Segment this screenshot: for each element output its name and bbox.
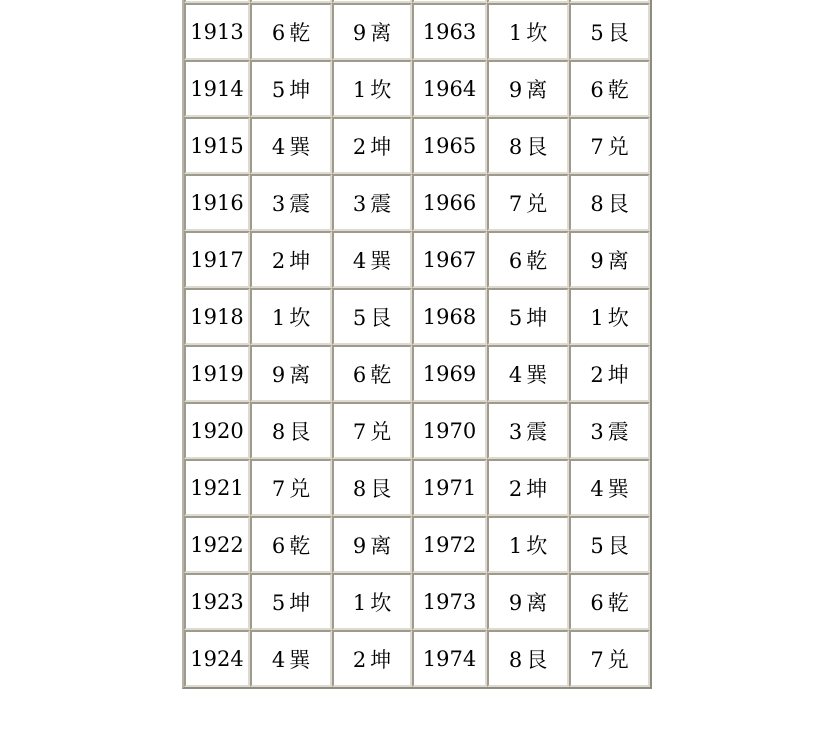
gua-b2-number: 2: [590, 362, 604, 387]
gua-cell-b2: [569, 174, 650, 231]
gua-b1-trigram: 坤: [526, 305, 548, 330]
gua-a2-number: 7: [352, 419, 367, 444]
year-cell-a: [184, 231, 250, 288]
gua-b1-number: 9: [508, 590, 523, 615]
year-cell-a: [184, 288, 250, 345]
year-cell-b: [412, 174, 487, 231]
gua-cell-b2: [569, 402, 650, 459]
gua-cell-b2: [569, 459, 650, 516]
gua-b1-trigram: 离: [526, 77, 548, 102]
table-row: [184, 345, 650, 402]
gua-cell-b2: [569, 345, 650, 402]
gua-cell-b2: [569, 60, 650, 117]
gua-a1-trigram: 艮: [289, 419, 311, 444]
gua-cell-b1: [487, 402, 569, 459]
gua-b1-number: 1: [508, 533, 523, 558]
gua-a1-trigram: 震: [289, 191, 311, 216]
table-row: [184, 60, 650, 117]
year-cell-b: [412, 3, 487, 60]
gua-a2-number: 9: [352, 533, 367, 558]
gua-b1-number: 3: [508, 419, 523, 444]
gua-b2-number: 6: [590, 77, 604, 102]
year-b: 1969: [422, 361, 477, 386]
gua-b1-number: 9: [508, 77, 523, 102]
gua-cell-b1: [487, 174, 569, 231]
gua-a1-number: 6: [271, 20, 286, 45]
year-b: 1963: [422, 19, 477, 44]
year-cell-b: [412, 60, 487, 117]
year-cell-a: [184, 345, 250, 402]
gua-b1-trigram: 艮: [526, 134, 548, 159]
gua-cell-a1: [250, 402, 332, 459]
gua-cell-a1: [250, 288, 332, 345]
table-row: [184, 117, 650, 174]
year-a: 1916: [190, 190, 244, 215]
gua-cell-b2: [569, 516, 650, 573]
gua-a1-number: 4: [271, 647, 286, 672]
gua-cell-b1: [487, 231, 569, 288]
gua-cell-a1: [250, 3, 332, 60]
year-cell-a: [184, 3, 250, 60]
gua-b1-number: 1: [508, 20, 523, 45]
gua-a1-trigram: 乾: [289, 20, 311, 45]
table-row: [184, 630, 650, 687]
gua-cell-b1: [487, 459, 569, 516]
gua-a1-number: 7: [271, 476, 286, 501]
table-row: [184, 516, 650, 573]
table-row: [184, 174, 650, 231]
gua-cell-b1: [487, 288, 569, 345]
year-cell-b: [412, 231, 487, 288]
year-b: 1974: [422, 646, 477, 671]
year-cell-a: [184, 459, 250, 516]
year-a: 1915: [190, 133, 244, 158]
gua-cell-a1: [250, 60, 332, 117]
gua-cell-a1: [250, 630, 332, 687]
gua-a2-number: 4: [352, 248, 367, 273]
gua-cell-b2: [569, 231, 650, 288]
table-row: [184, 459, 650, 516]
table-row: [184, 3, 650, 60]
gua-b1-trigram: 乾: [526, 248, 548, 273]
year-cell-b: [412, 630, 487, 687]
gua-a2-number: 1: [352, 590, 367, 615]
gua-cell-b1: [487, 573, 569, 630]
gua-cell-a1: [250, 345, 332, 402]
year-cell-b: [412, 345, 487, 402]
gua-cell-b1: [487, 117, 569, 174]
gua-a2-trigram: 乾: [370, 362, 392, 387]
table-row: [184, 288, 650, 345]
gua-a1-trigram: 坤: [289, 590, 311, 615]
gua-cell-a1: [250, 231, 332, 288]
gua-a1-number: 6: [271, 533, 286, 558]
year-b: 1965: [422, 133, 477, 158]
gua-a2-trigram: 坤: [370, 647, 392, 672]
gua-a1-trigram: 坎: [289, 305, 311, 330]
year-b: 1966: [422, 190, 477, 215]
gua-cell-a1: [250, 516, 332, 573]
gua-b2-trigram: 震: [607, 419, 629, 444]
gua-a1-trigram: 坤: [289, 77, 311, 102]
gua-b1-trigram: 离: [526, 590, 548, 615]
gua-a1-number: 4: [271, 134, 286, 159]
gua-a1-number: 1: [271, 305, 286, 330]
gua-a2-number: 9: [352, 20, 367, 45]
year-a: 1920: [190, 418, 244, 443]
gua-b1-number: 4: [508, 362, 523, 387]
year-cell-b: [412, 117, 487, 174]
gua-b2-trigram: 兑: [607, 134, 629, 159]
gua-cell-a2: [332, 516, 412, 573]
gua-b1-trigram: 坎: [526, 20, 548, 45]
gua-b1-number: 7: [508, 191, 523, 216]
table-body: [184, 0, 650, 687]
gua-a2-number: 1: [352, 77, 367, 102]
gua-cell-b1: [487, 60, 569, 117]
gua-cell-b1: [487, 630, 569, 687]
gua-cell-a2: [332, 60, 412, 117]
gua-b2-number: 8: [590, 191, 604, 216]
gua-cell-b1: [487, 345, 569, 402]
gua-cell-a1: [250, 174, 332, 231]
gua-cell-b1: [487, 3, 569, 60]
gua-cell-a1: [250, 117, 332, 174]
gua-b2-trigram: 坤: [607, 362, 629, 387]
gua-a1-number: 2: [271, 248, 286, 273]
gua-b2-trigram: 乾: [607, 590, 629, 615]
year-cell-b: [412, 459, 487, 516]
gua-cell-b2: [569, 573, 650, 630]
gua-b2-trigram: 艮: [607, 20, 629, 45]
gua-b1-number: 2: [508, 476, 523, 501]
gua-b2-number: 5: [590, 533, 604, 558]
gua-a1-trigram: 兑: [289, 476, 311, 501]
year-a: 1913: [190, 19, 244, 44]
gua-cell-a2: [332, 231, 412, 288]
year-b: 1967: [422, 247, 477, 272]
gua-b2-number: 7: [590, 134, 604, 159]
gua-a2-number: 6: [352, 362, 367, 387]
year-a: 1919: [190, 361, 244, 386]
gua-cell-b2: [569, 3, 650, 60]
gua-b1-trigram: 艮: [526, 647, 548, 672]
gua-a1-number: 9: [271, 362, 286, 387]
gua-cell-a2: [332, 174, 412, 231]
gua-a1-number: 8: [271, 419, 286, 444]
gua-b1-trigram: 震: [526, 419, 548, 444]
gua-cell-a1: [250, 459, 332, 516]
year-b: 1971: [422, 475, 477, 500]
gua-b1-trigram: 巽: [526, 362, 548, 387]
gua-cell-b2: [569, 630, 650, 687]
gua-cell-a1: [250, 573, 332, 630]
gua-a2-trigram: 坎: [370, 590, 392, 615]
year-cell-a: [184, 174, 250, 231]
year-b: 1968: [422, 304, 477, 329]
gua-b2-trigram: 坎: [607, 305, 629, 330]
gua-a1-number: 5: [271, 590, 286, 615]
year-a: 1914: [190, 76, 244, 101]
gua-cell-b2: [569, 117, 650, 174]
gua-b2-trigram: 艮: [607, 533, 629, 558]
gua-cell-a2: [332, 117, 412, 174]
gua-year-table: [182, 0, 652, 689]
year-a: 1924: [190, 646, 244, 671]
gua-a1-trigram: 离: [289, 362, 311, 387]
gua-b2-trigram: 巽: [607, 476, 629, 501]
gua-b1-number: 5: [508, 305, 523, 330]
gua-cell-a2: [332, 630, 412, 687]
gua-a1-trigram: 巽: [289, 134, 311, 159]
year-a: 1921: [190, 475, 244, 500]
gua-cell-b1: [487, 516, 569, 573]
gua-a2-trigram: 离: [370, 20, 392, 45]
gua-a2-trigram: 坤: [370, 134, 392, 159]
table-row: [184, 231, 650, 288]
year-cell-b: [412, 573, 487, 630]
year-cell-a: [184, 516, 250, 573]
gua-b1-trigram: 兑: [526, 191, 548, 216]
year-b: 1964: [422, 76, 477, 101]
gua-b2-number: 9: [590, 248, 604, 273]
gua-a1-trigram: 巽: [289, 647, 311, 672]
gua-b2-trigram: 兑: [607, 647, 629, 672]
gua-a2-trigram: 坎: [370, 77, 392, 102]
gua-cell-b2: [569, 288, 650, 345]
gua-cell-a2: [332, 3, 412, 60]
gua-b2-number: 1: [590, 305, 604, 330]
gua-a2-trigram: 兑: [370, 419, 392, 444]
gua-year-table-container: [182, 0, 648, 689]
gua-a1-trigram: 坤: [289, 248, 311, 273]
gua-b2-number: 7: [590, 647, 604, 672]
table-row: [184, 402, 650, 459]
gua-b2-trigram: 离: [607, 248, 629, 273]
gua-cell-a2: [332, 459, 412, 516]
gua-cell-a2: [332, 573, 412, 630]
year-cell-a: [184, 60, 250, 117]
gua-a2-trigram: 艮: [370, 305, 392, 330]
year-a: 1918: [190, 304, 244, 329]
year-cell-a: [184, 573, 250, 630]
gua-a2-number: 8: [352, 476, 367, 501]
year-a: 1917: [190, 247, 244, 272]
year-cell-a: [184, 402, 250, 459]
gua-a2-trigram: 震: [370, 191, 392, 216]
gua-cell-a2: [332, 288, 412, 345]
gua-a1-number: 3: [271, 191, 286, 216]
gua-cell-a2: [332, 345, 412, 402]
gua-b2-number: 3: [590, 419, 604, 444]
gua-a2-number: 2: [352, 647, 367, 672]
gua-b1-number: 8: [508, 647, 523, 672]
gua-b1-trigram: 坎: [526, 533, 548, 558]
gua-b1-trigram: 坤: [526, 476, 548, 501]
year-b: 1973: [422, 589, 477, 614]
gua-a2-trigram: 艮: [370, 476, 392, 501]
gua-a2-number: 2: [352, 134, 367, 159]
gua-b1-number: 8: [508, 134, 523, 159]
gua-cell-a2: [332, 402, 412, 459]
gua-b1-number: 6: [508, 248, 523, 273]
year-cell-b: [412, 516, 487, 573]
year-cell-a: [184, 630, 250, 687]
gua-a2-number: 5: [352, 305, 367, 330]
year-a: 1923: [190, 589, 244, 614]
gua-b2-trigram: 艮: [607, 191, 629, 216]
table-row: [184, 573, 650, 630]
gua-a2-trigram: 巽: [370, 248, 392, 273]
gua-b2-trigram: 乾: [607, 77, 629, 102]
gua-b2-number: 4: [590, 476, 604, 501]
gua-a1-number: 5: [271, 77, 286, 102]
gua-b2-number: 5: [590, 20, 604, 45]
year-b: 1972: [422, 532, 477, 557]
gua-a2-trigram: 离: [370, 533, 392, 558]
year-cell-a: [184, 117, 250, 174]
gua-a2-number: 3: [352, 191, 367, 216]
year-cell-b: [412, 288, 487, 345]
year-b: 1970: [422, 418, 477, 443]
gua-b2-number: 6: [590, 590, 604, 615]
year-a: 1922: [190, 532, 244, 557]
gua-a1-trigram: 乾: [289, 533, 311, 558]
year-cell-b: [412, 402, 487, 459]
